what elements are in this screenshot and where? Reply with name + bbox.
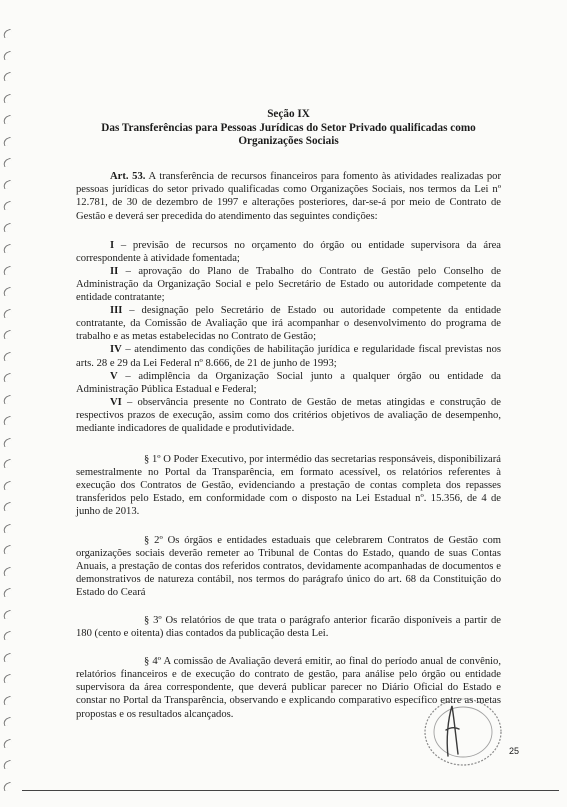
list-item xyxy=(76,370,501,396)
binding-hole xyxy=(2,652,13,662)
seal-stamp xyxy=(418,694,508,772)
binding-hole xyxy=(2,158,13,168)
binding-marks xyxy=(0,0,16,807)
binding-hole xyxy=(2,351,13,361)
paragraph-4: § 4º A comissão de Avaliação deverá emitir, ao final do período anual de convênio, relatórios financeiros e de execução do contrato de gestão, para análise pelo órgão ou entidade supervisora da área correspondente, que deverá publicar parecer no Diário Oficial do Estado e constar no Portal da Transparência, observando e explicando comparativo específico entre as metas propostas e os resultados alcançados. xyxy=(76,656,501,720)
item-text: – atendimento das condições de habilitação jurídica e regularidade fiscal previstas nos arts. 28 e 29 da Lei Federal nº 8.666, de 21 de junho de 1993; xyxy=(76,344,501,369)
binding-hole xyxy=(2,437,13,447)
binding-hole xyxy=(2,588,13,598)
paragraph-1: § 1º O Poder Executivo, por intermédio das secretarias responsáveis, disponibilizará semestralmente no Portal da Transparência, em formato acessível, os relatórios referentes à execução dos Contratos de Gestão, evidenciando a prestação de contas completa dos repasses transferidos pelo Estado, em conformidade com o disposto na Lei Estadual nº. 15.356, de 4 de junho de 2013. xyxy=(76,454,501,518)
list-item xyxy=(76,265,501,304)
item-text: – observância presente no Contrato de Gestão de metas atingidas e construção de respectivos prazos de execução, assim como dos critérios objetivos de avaliação de desempenho, mediante indicadores de qualidade e produtividade. xyxy=(76,396,501,434)
item-label: V xyxy=(110,370,118,382)
binding-hole xyxy=(2,373,13,383)
binding-hole xyxy=(2,50,13,60)
binding-hole xyxy=(2,29,13,39)
bottom-rule xyxy=(22,790,559,791)
binding-hole xyxy=(2,502,13,512)
binding-hole xyxy=(2,523,13,533)
binding-hole xyxy=(2,416,13,426)
binding-hole xyxy=(2,566,13,576)
binding-hole xyxy=(2,760,13,770)
binding-hole xyxy=(2,93,13,103)
binding-hole xyxy=(2,631,13,641)
binding-hole xyxy=(2,609,13,619)
list-item xyxy=(76,396,501,435)
list-item xyxy=(76,304,501,343)
binding-hole xyxy=(2,394,13,404)
binding-hole xyxy=(2,781,13,791)
binding-hole xyxy=(2,201,13,211)
binding-hole xyxy=(2,308,13,318)
list-item xyxy=(76,343,501,369)
list-item xyxy=(76,239,501,265)
article-text: A transferência de recursos financeiros para fomento às atividades realizadas por pessoas jurídicas do setor privado qualificadas como Organizações Sociais, nos termos da Lei nº 12.781, de 30 de dezembro de 1997 e alterações posteriores, dar-se-á por meio de Contrato de Gestão e deverá ser precedida do atendimento das seguintes condições: xyxy=(76,171,501,222)
item-text: – designação pelo Secretário de Estado ou autoridade competente da entidade contratante, da Comissão de Avaliação que irá acompanhar o desenvolvimento do programa de trabalho e as metas estabelecidas no Contrato de Gestão; xyxy=(76,305,501,343)
binding-hole xyxy=(2,738,13,748)
binding-hole xyxy=(2,265,13,275)
binding-hole xyxy=(2,136,13,146)
binding-hole xyxy=(2,480,13,490)
item-label: III xyxy=(110,305,123,317)
binding-hole xyxy=(2,717,13,727)
binding-hole xyxy=(2,179,13,189)
binding-hole xyxy=(2,244,13,254)
item-label: IV xyxy=(110,344,122,356)
item-label: I xyxy=(110,239,115,251)
paragraph-3: § 3º Os relatórios de que trata o parágrafo anterior ficarão disponíveis a partir de 180 (cento e oitenta) dias contados da publicação desta Lei. xyxy=(76,615,501,640)
binding-hole xyxy=(2,459,13,469)
item-label: II xyxy=(110,265,119,277)
binding-hole xyxy=(2,222,13,232)
article-label: Art. 53. xyxy=(110,171,146,183)
item-text: – aprovação do Plano de Trabalho do Contrato de Gestão pelo Conselho de Administração da Organização Social e pelo Secretário de Estado ou autoridade competente da entidade contratante; xyxy=(76,265,501,304)
section-subtitle: Das Transferências para Pessoas Jurídicas do Setor Privado qualificadas como Organizações Sociais xyxy=(101,122,476,148)
binding-hole xyxy=(2,674,13,684)
page-number: 25 xyxy=(509,746,520,756)
binding-hole xyxy=(2,545,13,555)
item-text: – adimplência da Organização Social junto a qualquer órgão ou entidade da Administração Pública Estadual e Federal; xyxy=(76,370,501,395)
paragraph-2: § 2º Os órgãos e entidades estaduais que celebrarem Contratos de Gestão com organizações sociais deverão remeter ao Tribunal de Contas do Estado, quando de suas Contas Anuais, a prestação de contas dos referidos contratos, devidamente acompanhadas de documentos e demonstrativos de natureza contábil, nos termos do parágrafo único do art. 68 da Constituição do Estado do Ceará xyxy=(76,534,501,598)
item-label: VI xyxy=(110,396,122,408)
item-text: – previsão de recursos no orçamento do órgão ou entidade supervisora da área correspondente à atividade fomentada; xyxy=(76,239,501,264)
binding-hole xyxy=(2,330,13,340)
section-title: Seção IX xyxy=(267,108,310,120)
document-page xyxy=(76,108,501,736)
conditions-list xyxy=(76,239,501,435)
binding-hole xyxy=(2,115,13,125)
binding-hole xyxy=(2,695,13,705)
binding-hole xyxy=(2,287,13,297)
binding-hole xyxy=(2,72,13,82)
article-53 xyxy=(76,170,501,222)
